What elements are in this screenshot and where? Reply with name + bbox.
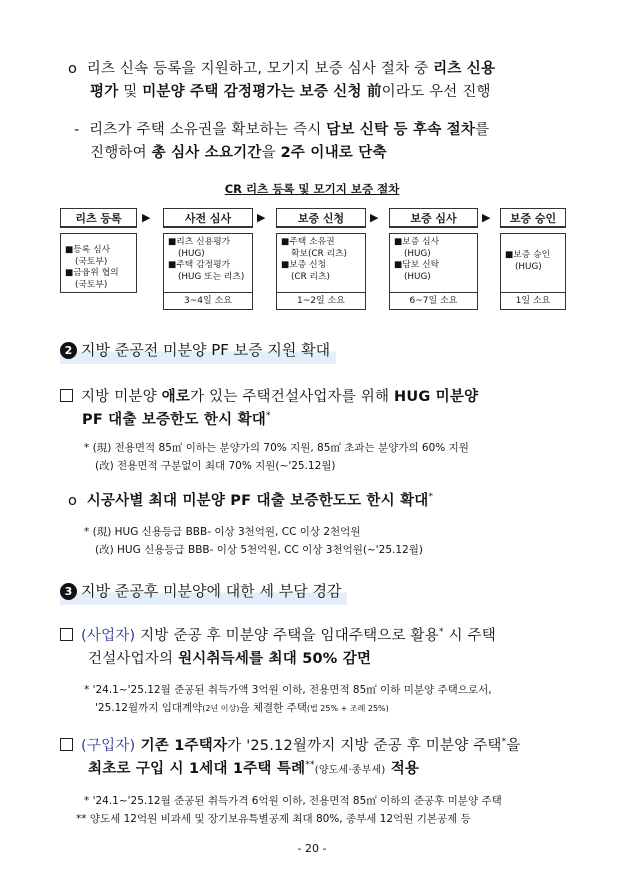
step-item: ■금융위 협의 [65, 268, 119, 278]
footnote-mark: * [266, 411, 271, 422]
step-item: ■보증 신청 [281, 260, 327, 270]
bold-text: 기존 1주택자 [135, 738, 228, 754]
intro-line1 [68, 57, 495, 78]
step-item-sub: 확보(CR 리츠) [291, 248, 347, 259]
tag-text: (사업자) [81, 628, 136, 644]
note-star: * [84, 442, 90, 454]
duration-badge: 1~2일 소요 [276, 292, 366, 310]
text: 가 있는 주택건설사업자를 위해 [190, 389, 395, 405]
footnote-mark: ** [305, 760, 315, 771]
section3-note2 [84, 793, 502, 808]
text: 를 [475, 122, 490, 138]
note-star: ** [76, 813, 87, 825]
bold-text: 적용 [385, 761, 420, 777]
intro-line2 [74, 118, 489, 139]
step-item-sub: (국토부) [75, 256, 108, 267]
bold-text: HUG 미분양 [394, 389, 479, 405]
note-text: (現) 전용면적 85㎡ 이하는 분양가의 70% 지원, 85㎡ 초과는 분양가의 60% 지원 [92, 442, 469, 454]
step-body-1 [60, 233, 137, 293]
section3-bullet1-cont [88, 647, 371, 668]
note-star: * [84, 795, 90, 807]
step-item-sub: (HUG 또는 리츠) [178, 271, 245, 282]
bold-text: 평가 [90, 84, 119, 100]
arrow-right-icon: ▶ [370, 211, 379, 224]
section-title: 지방 준공전 미분양 PF 보증 지원 확대 [81, 341, 331, 359]
text: 을 [261, 145, 281, 161]
section3-note1-l2 [95, 700, 389, 715]
duration-badge: 1일 소요 [500, 292, 566, 310]
bold-text: 애로 [161, 389, 191, 405]
text: 을 [506, 738, 521, 754]
step-item-sub: (CR 리츠) [291, 271, 330, 282]
step-item: ■주택 소유권 [281, 237, 335, 247]
step-item-sub: (HUG) [404, 271, 431, 282]
text: 건설사업자의 [88, 651, 179, 667]
step-item-sub: (HUG) [178, 248, 205, 259]
o-marker: o [68, 493, 78, 509]
flow-title [0, 181, 624, 197]
bold-text: 리츠 신용 [433, 61, 496, 77]
step-item-sub: (HUG) [404, 248, 431, 259]
bold-text: 담보 신탁 등 후속 절차 [326, 122, 476, 138]
step-header-4: 보증 심사 [389, 208, 478, 228]
arrow-right-icon: ▶ [142, 211, 151, 224]
number-badge: 3 [60, 583, 77, 600]
bold-text: PF 대출 보증한도 한시 확대 [82, 412, 266, 428]
number-badge: 2 [60, 342, 77, 359]
square-bullet-icon [60, 628, 73, 641]
section3-note1 [84, 682, 492, 697]
section3-bullet1 [60, 624, 496, 645]
note-text: 양도세 12억원 비과세 및 장기보유특별공제 최대 80%, 종부세 12억원 기본공제 등 [89, 813, 471, 825]
note-text: (改) 전용면적 구분없이 최대 70% 지원(~'25.12월) [95, 460, 336, 472]
flow-title-text: CR 리츠 등록 및 모기지 보증 절차 [224, 182, 400, 196]
step-body-3 [276, 233, 366, 293]
o-marker: o [68, 61, 78, 77]
duration-badge: 6~7일 소요 [389, 292, 478, 310]
step-header-1: 리츠 등록 [60, 208, 137, 228]
arrow-right-icon: ▶ [257, 211, 266, 224]
arrow-right-icon: ▶ [482, 211, 491, 224]
step-body-5 [500, 233, 566, 293]
section2-note2-l2 [95, 542, 423, 557]
note-text: 을 체결한 주택 [239, 702, 307, 714]
duration-badge: 3~4일 소요 [163, 292, 253, 310]
intro-line2-cont [90, 141, 387, 162]
small-text: (양도세·종부세) [314, 765, 386, 776]
step-body-2 [163, 233, 253, 293]
footnote-mark: * [428, 492, 434, 503]
text: 시 주택 [443, 628, 496, 644]
step-item: ■보증 승인 [505, 250, 551, 260]
step-item: ■담보 신탁 [394, 260, 440, 270]
text: 지방 준공 후 미분양 주택을 임대주택으로 활용 [135, 628, 439, 644]
section2-note2 [84, 524, 360, 539]
page-number: - 20 - [297, 842, 327, 855]
tag-text: (구입자) [81, 738, 136, 754]
section3-note2-l2 [76, 811, 471, 826]
note-text: (改) HUG 신용등급 BBB- 이상 5천억원, CC 이상 3천억원(~'25.12월) [95, 544, 423, 556]
note-star: * [84, 526, 90, 538]
square-bullet-icon [60, 389, 73, 402]
step-item: ■리츠 신용평가 [168, 237, 231, 247]
text: 이라도 우선 진행 [381, 84, 491, 100]
bold-text: 미분양 주택 감정평가는 [142, 84, 295, 100]
step-item-sub: (HUG) [515, 261, 542, 272]
section2-note1 [84, 440, 469, 455]
text: 리츠가 주택 소유권을 확보하는 즉시 [89, 122, 327, 138]
square-bullet-icon [60, 738, 73, 751]
step-item: ■주택 감정평가 [168, 260, 231, 270]
note-text: '24.1~'25.12월 준공된 취득가격 6억원 이하, 전용면적 85㎡ 이하의 준공후 미분양 주택 [92, 795, 502, 807]
dash-marker: - [74, 122, 80, 138]
step-header-3: 보증 신청 [276, 208, 366, 228]
step-body-4 [389, 233, 478, 293]
text: 진행하여 [90, 145, 152, 161]
note-text: '25.12월까지 임대계약 [95, 702, 203, 714]
text: 리츠 신속 등록을 지원하고, 모기지 보증 심사 절차 중 [86, 61, 434, 77]
section-title: 지방 준공후 미분양에 대한 세 부담 경감 [81, 582, 342, 600]
intro-line1-cont [90, 80, 491, 101]
text: 가 '25.12월까지 지방 준공 후 미분양 주택 [227, 738, 502, 754]
section-heading-2 [60, 336, 336, 364]
note-text: (現) HUG 신용등급 BBB- 이상 3천억원, CC 이상 2천억원 [92, 526, 361, 538]
section2-sub [68, 489, 433, 510]
step-item: ■등록 심사 [65, 245, 111, 255]
step-item-sub: (국토부) [75, 279, 108, 290]
text: 지방 미분양 [81, 389, 162, 405]
bold-text: 2주 이내로 단축 [280, 145, 387, 161]
step-header-2: 사전 심사 [163, 208, 253, 228]
bold-text: 시공사별 최대 미분양 PF 대출 보증한도도 한시 확대 [86, 493, 429, 509]
note-small: (2년 이상) [202, 704, 240, 713]
bold-text: 최초로 구입 시 1세대 1주택 특례 [88, 761, 306, 777]
note-star: * [84, 684, 90, 696]
step-item: ■보증 심사 [394, 237, 440, 247]
note-text: '24.1~'25.12월 준공된 취득가액 3억원 이하, 전용면적 85㎡ 이하 미분양 주택으로서, [92, 684, 492, 696]
section3-bullet2 [60, 734, 521, 755]
footnote-mark: * [501, 737, 507, 748]
section2-bullet-cont [82, 408, 271, 429]
section2-bullet [60, 385, 478, 406]
bold-text: 원시취득세를 최대 50% 감면 [178, 651, 372, 667]
step-header-5: 보증 승인 [500, 208, 566, 228]
bold-text: 총 심사 소요기간 [151, 145, 262, 161]
note-small: (법 25% + 조례 25%) [306, 704, 389, 713]
section-heading-3 [60, 577, 347, 605]
section3-bullet2-cont [88, 757, 419, 778]
section2-note1-l2 [95, 458, 336, 473]
footnote-mark: * [438, 627, 444, 638]
bold-text: 보증 신청 前 [299, 84, 382, 100]
text: 및 [118, 84, 143, 100]
